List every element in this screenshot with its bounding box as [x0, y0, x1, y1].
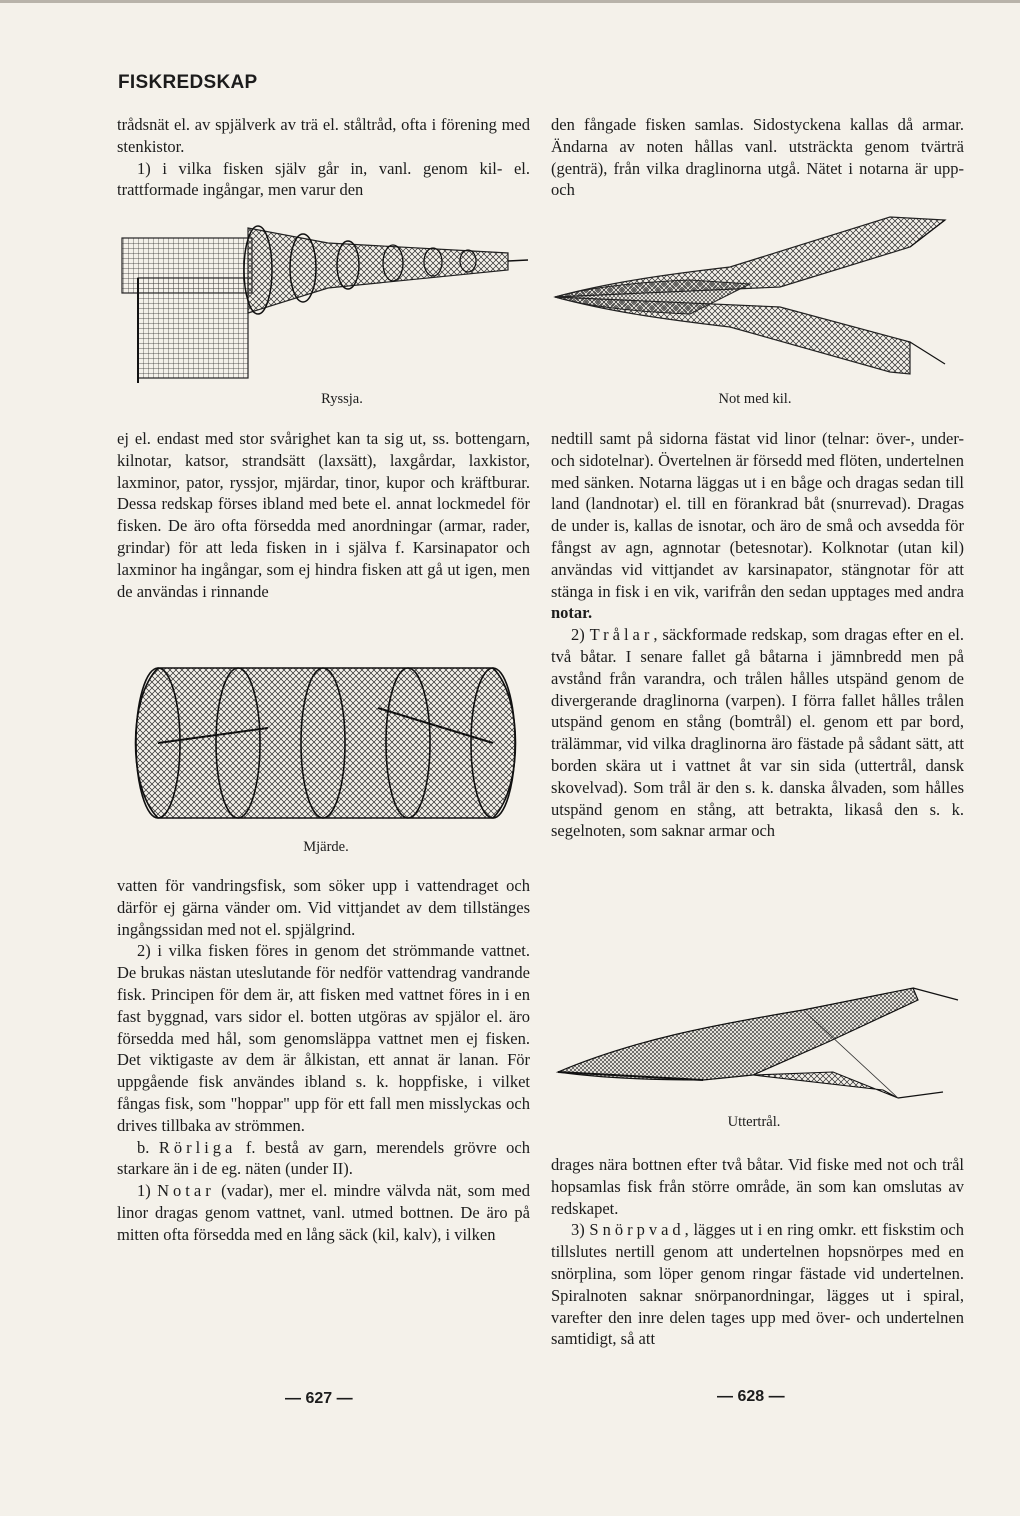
paragraph: [117, 1137, 530, 1181]
left-column-bottom: [117, 875, 530, 1246]
page-number-right: — 628 —: [717, 1388, 785, 1405]
caption-mjarde: Mjärde.: [303, 839, 349, 855]
paragraph-text: , lägges ut i en ring omkr. ett fiskstim och tillslutes nertill genom att undertelnen hopsnörpes med en snörplina, som löper genom ringar fästade vid undertelnen. Spiralnoten saknar snörpanordningar, lägges ut i spiral, varefter den inre delen tages upp med över- och undertelnen samtidigt, så att: [551, 1220, 964, 1349]
term-notar: Notar: [157, 1181, 215, 1201]
not-med-kil-illustration: [550, 212, 950, 382]
right-column-top: [551, 114, 964, 201]
paragraph: drages nära bottnen efter två båtar. Vid fiske med not och trål hopsamlas fisk från större område, än som kan omslutas av redskapet.: [551, 1155, 964, 1218]
paragraph-lead: 3): [571, 1220, 590, 1240]
paragraph: den fångade fisken samlas. Sidostyckena kallas då armar. Ändarna av noten hållas vanl. utsträckta genom tvärträ (genträ), från vilka draglinorna utgå. Nätet i notarna är upp- och: [551, 115, 964, 200]
paragraph-text: , säckformade redskap, som dragas efter en el. två båtar. I senare fallet gå båtarna i jämnbredd men på avstånd från varandra, och trålen hålles utspänd genom de divergerande draglinorna (varpen). I förra fallet hålles trålen utspänd genom en stång (bomtrål) el. genom ett par bord, trälämmar, vid vilka draglinorna äro fästade på sådant sätt, att borden skära ut i vattnet åt var sin sida (uttertrål, dansk skovelvad). Som trål är den s. k. danska ålvaden, som hålles utspänd genom en stång, att betrakta, likaså den s. k. segelnoten, som saknar armar och: [551, 625, 964, 841]
paragraph-text: nedtill samt på sidorna fästat vid linor (telnar: över-, under- och sidotelnar). Övertelnen är försedd med flöten, undertelnen med sänken. Notarna läggas ut i en båge och dragas sedan till land (landnotar) el. till en förankrad båt (snurrevad). Dragas de under is, kallas de isnotar, och äro de små och avsedda för fångst av agn, agnnotar (betesnotar). Kolknotar (utan kil) användas vid vittjandet av karsinapator, stängnotar för att stänga in fisk i en vik, varifrån den sedan upptages med andra: [551, 429, 964, 601]
caption-not-med-kil: Not med kil.: [718, 391, 792, 407]
paragraph-text: f. bestå av garn, merendels grövre och starkare än i de eg. näten (under II).: [117, 1137, 531, 1179]
term-snorpvad: Snörpvad: [589, 1220, 685, 1240]
caption-ryssja: Ryssja.: [321, 391, 363, 407]
paragraph: ej el. endast med stor svårighet kan ta sig ut, ss. bottengarn, kilnotar, katsor, strandsätt (laxsätt), laxgårdar, laxkistor, laxminor, pator, ryssjor, mjärdar, tinor, kupor och kräftburar. Dessa redskap förses ibland med bete el. annat lockmedel för fisken. De äro ofta försedda med anordningar (armar, rader, grindar) för att leda fisken in i själva f. Karsinapator och laxminor ha ingångar, som ej hindra fisken att gå ut igen, men de användas i rinnande: [117, 429, 530, 601]
paragraph: [551, 624, 964, 842]
left-column-top: [117, 114, 530, 201]
page-number-left: — 627 —: [285, 1390, 353, 1407]
caption-utterral: Uttertrål.: [727, 1114, 781, 1130]
paragraph-lead: 2): [571, 625, 590, 645]
paragraph-lead: 1): [137, 1181, 158, 1201]
paragraph: 1) i vilka fisken själv går in, vanl. genom kil- el. trattformade ingångar, men varur den: [117, 158, 530, 200]
paragraph: vatten för vandringsfisk, som söker upp i vattendraget och därför ej gärna vänder om. Vid vittjandet av dem tillstänges ingångssidan med not el. spjälgrind.: [117, 876, 530, 939]
paragraph: [117, 1180, 530, 1245]
term-tralar: Trålar: [589, 625, 654, 645]
right-column-bottom: [551, 1154, 964, 1350]
term-rorliga: Rörliga: [158, 1137, 237, 1157]
left-column-middle: [117, 428, 530, 602]
paragraph: [551, 428, 964, 624]
page-top-border: [0, 0, 1020, 3]
ryssja-illustration: [118, 218, 538, 388]
mjarde-illustration: [128, 658, 528, 828]
right-column-middle: [551, 428, 964, 842]
paragraph: 2) i vilka fisken föres in genom det strömmande vattnet. De brukas nästan uteslutande för nedför vattendrag vandrande fisk. Principen för dem är, att fisken med vattnet föres in i en fast byggnad, vars sidor el. botten utgöras av spjälor el. äro försedda med hål, som genomsläppa vattnet men ej fisken. Det viktigaste av dem är ålkistan, ett annat är lanan. För uppgående fisk användes ibland s. k. hoppfiske, i vilket fångas fisk, som "hoppar" upp för ett fall men misslyckas och drives tillbaka av strömmen.: [117, 941, 530, 1135]
paragraph-lead: b.: [137, 1137, 159, 1157]
utterral-illustration: [553, 980, 963, 1115]
bold-term-notar: notar.: [551, 603, 593, 623]
page-header: FISKREDSKAP: [118, 72, 258, 93]
paragraph-text: (vadar), mer el. mindre välvda nät, som med linor dragas genom vattnet, vanl. utmed bottnen. De äro på mitten ofta försedda med en lång säck (kil, kalv), i vilken: [117, 1181, 531, 1244]
paragraph: [551, 1219, 964, 1350]
paragraph: trådsnät el. av spjälverk av trä el. ståltråd, ofta i förening med stenkistor.: [117, 115, 530, 156]
